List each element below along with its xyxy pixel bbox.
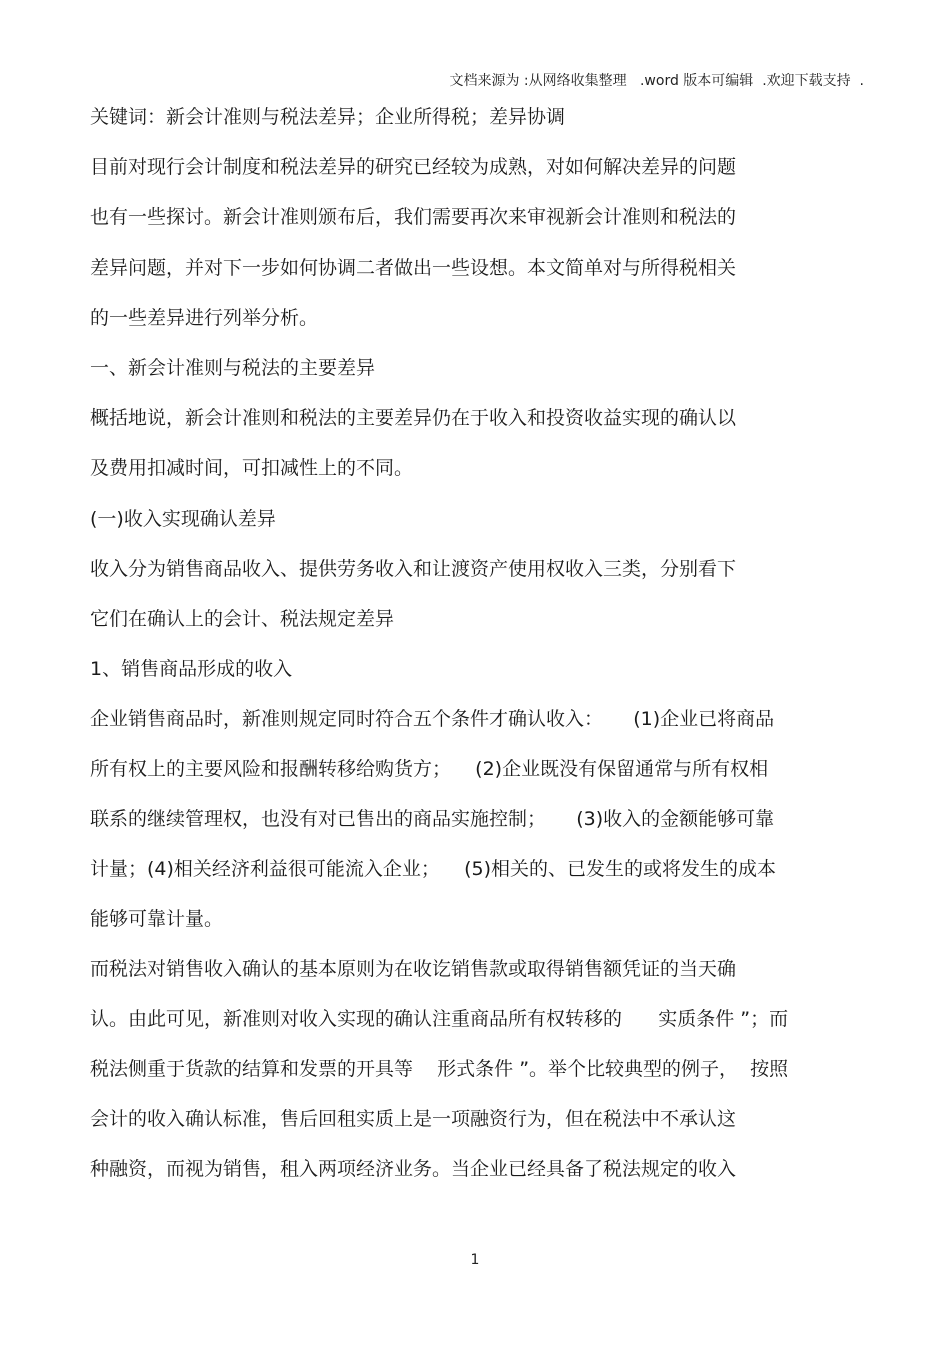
body-line: 种融资，而视为销售，租入两项经济业务。当企业已经具备了税法规定的收入 <box>90 1158 737 1180</box>
page-number: 1 <box>470 1252 480 1268</box>
body-line: 概括地说，新会计准则和税法的主要差异仍在于收入和投资收益实现的确认以 <box>90 407 737 429</box>
body-line: 的一些差异进行列举分析。 <box>90 307 319 329</box>
body-line: 所有权上的主要风险和报酬转移给购货方； (2)企业既没有保留通常与所有权相 <box>90 758 769 780</box>
subsection-heading: (一)收入实现确认差异 <box>90 508 276 530</box>
body-line: 目前对现行会计制度和税法差异的研究已经较为成熟，对如何解决差异的问题 <box>90 156 737 178</box>
body-line: 它们在确认上的会计、税法规定差异 <box>90 608 395 630</box>
keywords-line: 关键词：新会计准则与税法差异；企业所得税；差异协调 <box>90 106 566 128</box>
body-line: 及费用扣减时间，可扣减性上的不同。 <box>90 457 414 479</box>
section-heading: 一、新会计准则与税法的主要差异 <box>90 357 376 379</box>
item-heading: 1、销售商品形成的收入 <box>90 658 293 680</box>
body-line: 能够可靠计量。 <box>90 908 224 930</box>
body-line: 差异问题，并对下一步如何协调二者做出一些设想。本文简单对与所得税相关 <box>90 257 737 279</box>
document-source-note: 文档来源为 :从网络收集整理 .word 版本可编辑 .欢迎下载支持 . <box>449 73 864 89</box>
body-line: 会计的收入确认标准，售后回租实质上是一项融资行为，但在税法中不承认这 <box>90 1108 737 1130</box>
body-line: 税法侧重于货款的结算和发票的开具等 形式条件 ”。举个比较典型的例子， 按照 <box>90 1058 789 1080</box>
body-line: 收入分为销售商品收入、提供劳务收入和让渡资产使用权收入三类，分别看下 <box>90 558 737 580</box>
body-line: 也有一些探讨。新会计准则颁布后，我们需要再次来审视新会计准则和税法的 <box>90 206 737 228</box>
body-line: 企业销售商品时，新准则规定同时符合五个条件才确认收入： (1)企业已将商品 <box>90 708 775 730</box>
body-line: 认。由此可见，新准则对收入实现的确认注重商品所有权转移的 实质条件 ”；而 <box>90 1008 789 1030</box>
body-line: 而税法对销售收入确认的基本原则为在收讫销售款或取得销售额凭证的当天确 <box>90 958 737 980</box>
body-line: 联系的继续管理权，也没有对已售出的商品实施控制； (3)收入的金额能够可靠 <box>90 808 775 830</box>
body-line: 计量；(4)相关经济利益很可能流入企业； (5)相关的、已发生的或将发生的成本 <box>90 858 776 880</box>
